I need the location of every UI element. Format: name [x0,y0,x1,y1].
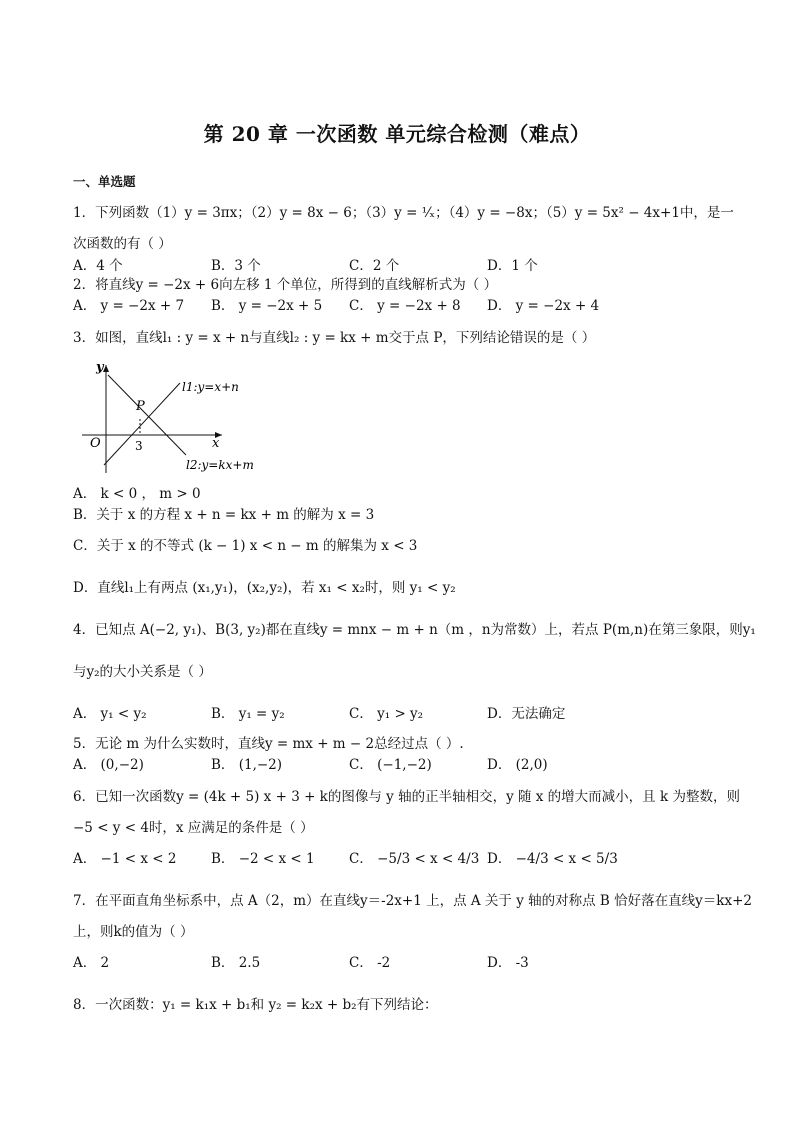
option-c: C． (−1,−2) [349,757,432,773]
question-6-options [73,849,733,869]
x-axis-label: x [212,436,220,451]
option-c: C． -2 [349,955,391,971]
section-heading: 一、单选题 [73,174,136,189]
option-b: B． (1,−2) [211,757,283,773]
question-3-option-a: A． k < 0 ， m > 0 [73,486,201,502]
option-a: A． y = −2x + 7 [73,298,185,314]
tick-3-label: 3 [135,439,143,453]
question-4-text-cont: 与y₂的大小关系是（ ） [73,664,212,680]
option-c: C． y = −2x + 8 [349,298,461,314]
option-d: D． −4/3 < x < 5/3 [487,851,618,867]
option-d: D． (2,0) [487,757,548,773]
function-graph-figure [76,357,276,477]
question-7-text: 7．在平面直角坐标系中，点 A（2，m）在直线y＝-2x+1 上，点 A 关于 y 轴的对称点 B 恰好落在直线y＝kx+2 [73,893,752,909]
option-b: B． −2 < x < 1 [211,851,315,867]
point-p-label: P [136,399,145,414]
question-3-text: 3．如图，直线l₁ : y = x + n与直线l₂ : y = kx + m交于点 P，下列结论错误的是（ ） [73,330,596,346]
option-b: B． y = −2x + 5 [211,298,323,314]
question-5-text: 5．无论 m 为什么实数时，直线y = mx + m − 2总经过点（ ）. [73,736,464,752]
option-b: B．3 个 [211,258,261,274]
option-c: C． y₁ > y₂ [349,706,424,722]
question-3-option-c: C．关于 x 的不等式 (k − 1) x < n − m 的解集为 x < 3 [73,538,418,554]
question-2-options [73,296,733,316]
question-7-options [73,953,733,973]
option-d: D．无法确定 [487,706,566,722]
option-a: A． 2 [73,955,110,971]
option-a: A． −1 < x < 2 [73,851,177,867]
question-2-text: 2．将直线y = −2x + 6向左移 1 个单位，所得到的直线解析式为（ ） [73,277,498,293]
l1-label: l1:y=x+n [182,380,239,394]
origin-label: O [90,436,101,451]
question-5-options [73,755,733,775]
option-a: A． (0,−2) [73,757,144,773]
question-1-text-cont: 次函数的有（ ） [73,236,172,252]
question-8-text: 8．一次函数：y₁ = k₁x + b₁和 y₂ = k₂x + b₂有下列结论： [73,997,438,1013]
option-a: A．4 个 [73,258,123,274]
option-b: B． y₁ = y₂ [211,706,285,722]
question-1-text: 1．下列函数（1）y = 3πx；（2）y = 8x − 6；（3）y = ¹⁄ₓ；（4）y = −8x；（5）y = 5x² − 4x+1中，是一 [73,205,734,221]
option-b: B． 2.5 [211,955,261,971]
option-d: D． -3 [487,955,529,971]
page-title: 第 20 章 一次函数 单元综合检测（难点） [203,122,591,146]
question-6-text: 6．已知一次函数y = (4k + 5) x + 3 + k的图像与 y 轴的正半轴相交，y 随 x 的增大而减小，且 k 为整数，则 [73,789,740,805]
question-4-options [73,704,733,724]
option-d: D． y = −2x + 4 [487,298,600,314]
question-3-option-b: B．关于 x 的方程 x + n = kx + m 的解为 x = 3 [73,507,375,523]
option-d: D．1 个 [487,258,538,274]
option-c: C． −5/3 < x < 4/3 [349,851,480,867]
question-1-options [73,256,733,276]
y-axis-label: y [96,360,104,375]
question-4-text: 4．已知点 A(−2, y₁)、B(3, y₂)都在直线y = mnx − m + n（m ，n为常数）上，若点 P(m,n)在第三象限，则y₁ [73,622,756,638]
option-a: A． y₁ < y₂ [73,706,147,722]
line-l2 [108,375,186,455]
question-6-text-cont: −5 < y < 4时，x 应满足的条件是（ ） [73,820,314,836]
y-axis-arrow-icon [103,365,109,372]
option-c: C．2 个 [349,258,400,274]
question-7-text-cont: 上，则k的值为（ ） [73,924,194,940]
question-3-option-d: D．直线l₁上有两点 (x₁,y₁)，(x₂,y₂)，若 x₁ < x₂时，则 y₁ < y₂ [73,580,456,596]
l2-label: l2:y=kx+m [186,458,254,472]
